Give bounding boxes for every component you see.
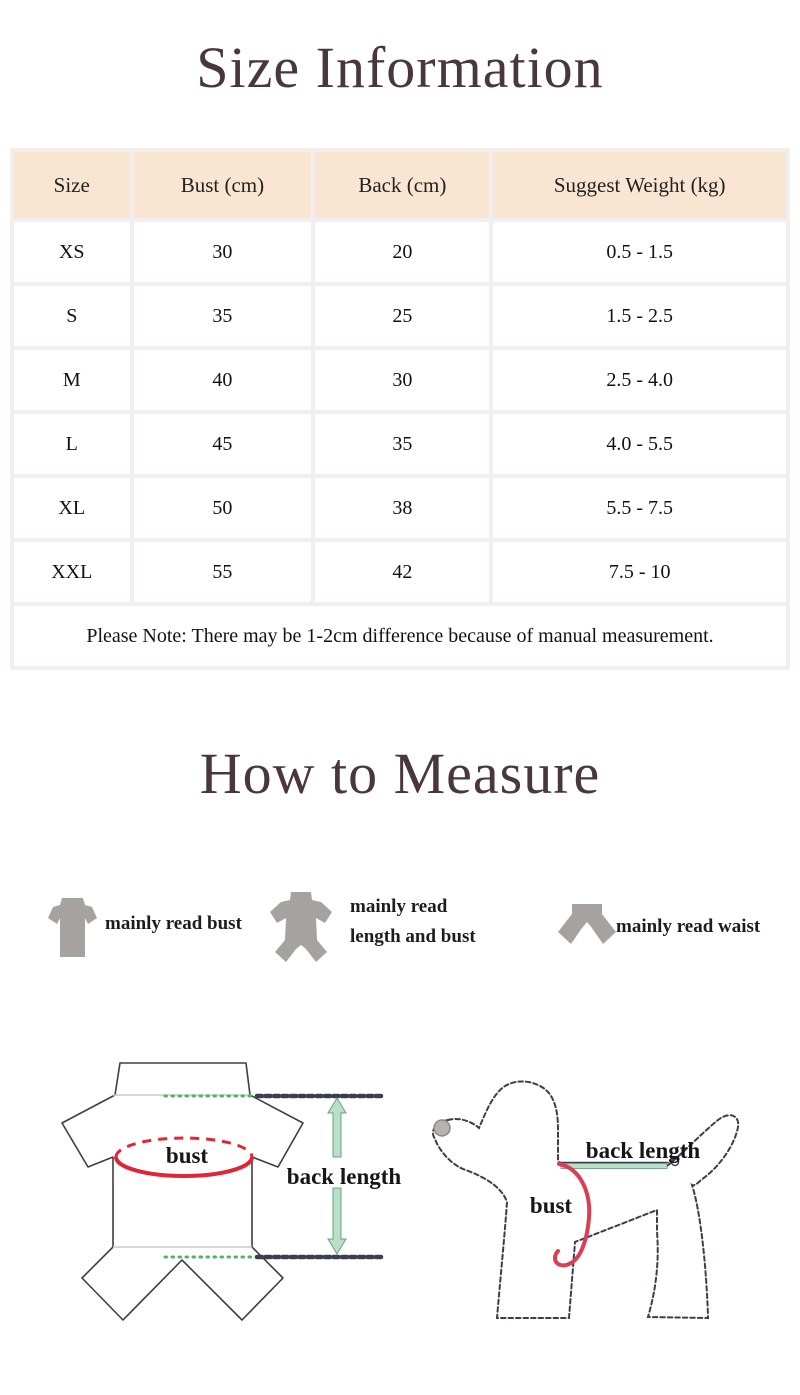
cell-back: 25	[315, 286, 489, 346]
guide-label-bust: mainly read bust	[105, 913, 242, 934]
cell-back: 42	[315, 542, 489, 602]
table-row-l	[14, 414, 786, 474]
measure-guide-item-length-bust	[269, 892, 333, 963]
cell-size: XXL	[14, 542, 130, 602]
cell-back: 30	[315, 350, 489, 410]
table-row-xxl	[14, 542, 786, 602]
cell-weight: 1.5 - 2.5	[493, 286, 786, 346]
cell-size: S	[14, 286, 130, 346]
cell-back: 38	[315, 478, 489, 538]
cell-bust: 45	[134, 414, 312, 474]
guide-label-line2: length and bust	[350, 926, 476, 947]
table-row-xs	[14, 222, 786, 282]
header-suggest-weight: Suggest Weight (kg)	[493, 152, 786, 218]
dog-bust-label: bust	[529, 1193, 573, 1218]
cell-size: XL	[14, 478, 130, 538]
guide-label-line1: mainly read	[350, 896, 448, 917]
guide-label-length-bust	[350, 892, 476, 952]
dog-back-length-label: back length	[585, 1138, 701, 1163]
cell-bust: 35	[134, 286, 312, 346]
measure-guide-item-bust	[48, 898, 97, 958]
cell-bust: 55	[134, 542, 312, 602]
table-note-row	[14, 606, 786, 666]
vest-garment-icon	[48, 898, 97, 958]
measurement-note: Please Note: There may be 1-2cm difference because of manual measurement.	[14, 606, 786, 666]
cell-weight: 0.5 - 1.5	[493, 222, 786, 282]
cell-weight: 2.5 - 4.0	[493, 350, 786, 410]
jumpsuit-garment-icon	[269, 892, 333, 963]
measure-guide-item-waist	[558, 904, 616, 951]
header-size: Size	[14, 152, 130, 218]
dog-nose	[434, 1120, 450, 1136]
cell-weight: 4.0 - 5.5	[493, 414, 786, 474]
how-to-measure-title: How to Measure	[199, 741, 601, 806]
flat-garment-diagram	[62, 1063, 384, 1320]
cell-bust: 50	[134, 478, 312, 538]
cell-size: M	[14, 350, 130, 410]
cell-bust: 40	[134, 350, 312, 410]
measuring-diagrams	[0, 1020, 800, 1395]
cell-size: L	[14, 414, 130, 474]
header-back: Back (cm)	[315, 152, 489, 218]
dog-back-length-line	[561, 1164, 667, 1169]
garment-bust-label: bust	[165, 1143, 209, 1168]
table-row-xl	[14, 478, 786, 538]
cell-weight: 5.5 - 7.5	[493, 478, 786, 538]
size-information-title: Size Information	[196, 35, 604, 100]
cell-weight: 7.5 - 10	[493, 542, 786, 602]
garment-back-length-label: back length	[286, 1164, 402, 1189]
cell-back: 20	[315, 222, 489, 282]
table-row-s	[14, 286, 786, 346]
table-row-m	[14, 350, 786, 410]
back-length-arrow	[328, 1098, 346, 1157]
cell-back: 35	[315, 414, 489, 474]
dog-diagram	[433, 1081, 738, 1318]
size-table	[10, 148, 790, 670]
size-table-header-row	[14, 152, 786, 218]
diagram-canvas	[0, 1020, 800, 1395]
waist-garment-icon	[558, 904, 616, 951]
cell-bust: 30	[134, 222, 312, 282]
header-bust: Bust (cm)	[134, 152, 312, 218]
guide-label-waist: mainly read waist	[616, 916, 761, 937]
cell-size: XS	[14, 222, 130, 282]
